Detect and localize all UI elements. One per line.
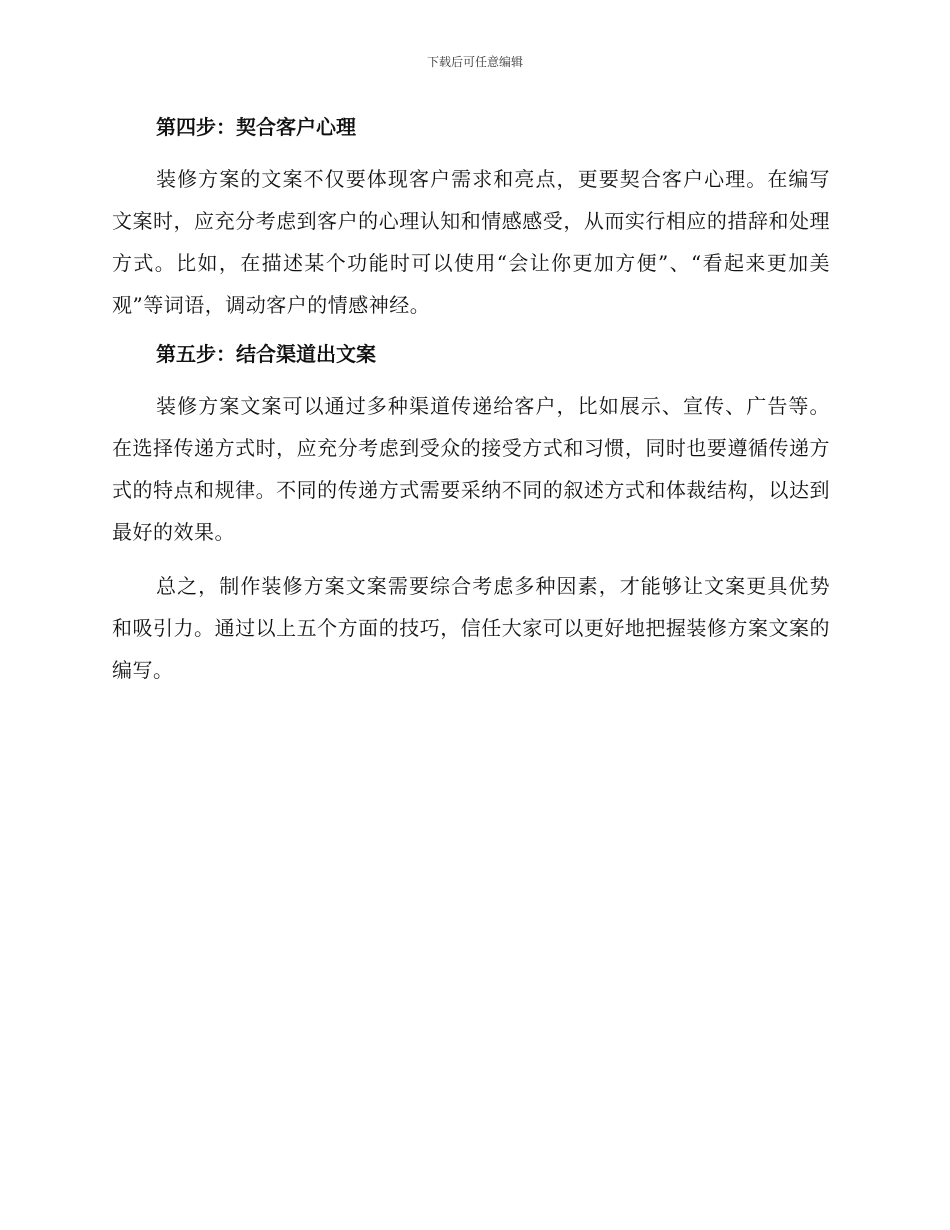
paragraph-step-five: 装修方案文案可以通过多种渠道传递给客户，比如展示、宣传、广告等。在选择传递方式时，应充分考虑到受众的接受方式和习惯，同时也要遵循传递方式的特点和规律。不同的传递方式需要采纳不同的叙述方式和体裁结构，以达到最好的效果。 [112, 394, 830, 544]
paragraph-step-four: 装修方案的文案不仅要体现客户需求和亮点，更要契合客户心理。在编写文案时，应充分考虑到客户的心理认知和情感感受，从而实行相应的措辞和处理方式。比如，在描述某个功能时可以使用“会让你更加方便”、“看起来更加美观”等词语，调动客户的情感神经。 [112, 167, 830, 317]
paragraph-summary: 总之，制作装修方案文案需要综合考虑多种因素，才能够让文案更具优势和吸引力。通过以上五个方面的技巧，信任大家可以更好地把握装修方案文案的编写。 [112, 574, 830, 682]
page-header: 下载后可任意编辑 [426, 55, 523, 69]
document-body [112, 111, 830, 703]
section-heading-step-five: 第五步：结合渠道出文案 [156, 342, 376, 366]
section-heading-step-four: 第四步：契合客户心理 [156, 115, 356, 139]
